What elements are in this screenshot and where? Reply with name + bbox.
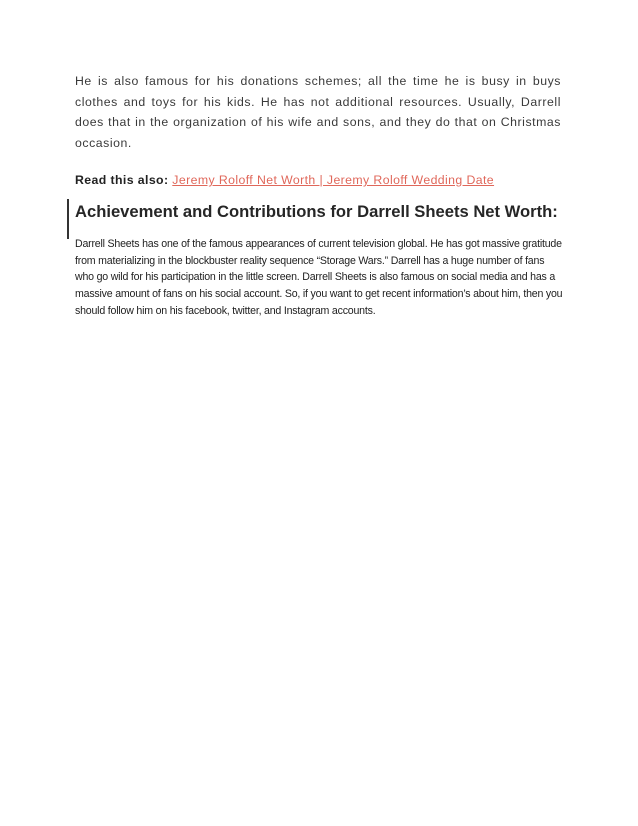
read-also-line [75,171,565,189]
achievement-paragraph: Darrell Sheets has one of the famous appearances of current television global. He has got massive gratitude from materializing in the blockbuster reality sequence “Storage Wars.” Darrell has a huge number of fans who go wild for his participation in the little screen. Darrell Sheets is also famous on social media and has a massive amount of fans on his social account. So, if you want to get recent information’s about him, then you should follow him on his facebook, twitter, and Instagram accounts. [75,238,563,317]
related-article-link[interactable]: Jeremy Roloff Net Worth | Jeremy Roloff Wedding Date [172,173,495,187]
text-cursor-bar [67,199,69,239]
read-also-label: Read this also: [75,173,169,187]
section-heading: Achievement and Contributions for Darrell Sheets Net Worth: [75,202,558,221]
donations-paragraph: He is also famous for his donations schemes; all the time he is busy in buys clothes and toys for his kids. He has not additional resources. Usually, Darrell does that in the organization of his wife and sons, and they do that on Christmas occasion. [75,74,561,150]
